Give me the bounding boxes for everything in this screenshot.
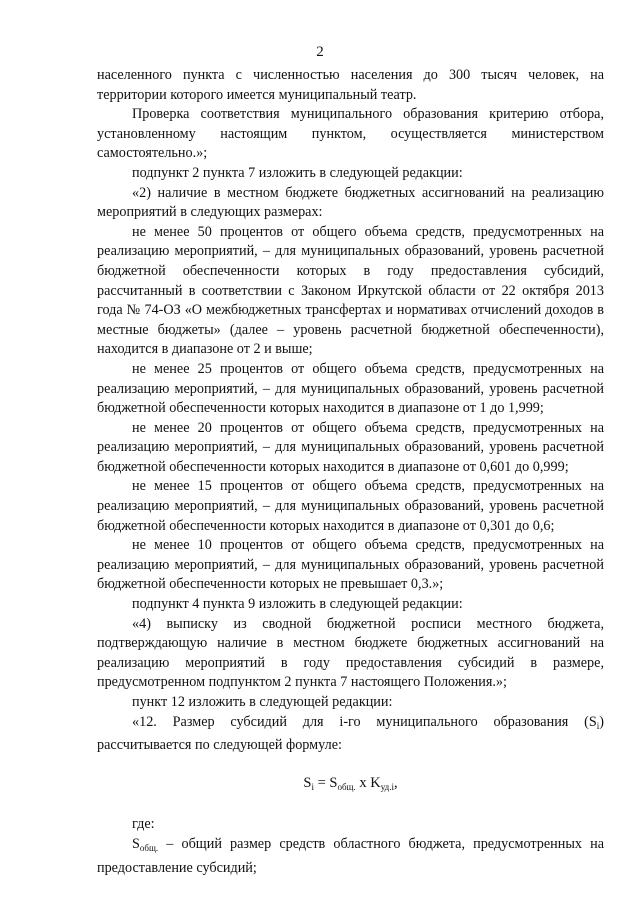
formula-mid-sub: общ.	[337, 781, 356, 792]
paragraph: не менее 25 процентов от общего объема средств, предусмотренных на реализацию мероприятий, – для муниципальных образований, уровень расчетной бюджетной обеспеченности которых находится в диапазоне от 1 до 1,999;	[97, 360, 604, 417]
paragraph: населенного пункта с численностью населения до 300 тысяч человек, на территории которого имеется муниципальный театр.	[97, 67, 604, 103]
item-12-text-before: «12. Размер субсидий для i-го муниципального образования (S	[132, 713, 597, 730]
paragraph: подпункт 4 пункта 9 изложить в следующей редакции:	[132, 596, 463, 613]
paragraph: не менее 10 процентов от общего объема средств, предусмотренных на реализацию мероприятий, – для муниципальных образований, уровень расчетной бюджетной обеспеченности которых не превышает 0,3.»;	[97, 537, 604, 593]
formula-end: ,	[393, 774, 398, 791]
formula-rhs-sub: уд.i	[380, 781, 394, 792]
paragraph: не менее 20 процентов от общего объема средств, предусмотренных на реализацию мероприятий, – для муниципальных образований, уровень расчетной бюджетной обеспеченности которых находится в диапазоне от 0,601 до 0,999;	[97, 419, 604, 475]
formula-times: x K	[355, 774, 381, 791]
formula-lhs: S	[303, 774, 312, 791]
document-body	[97, 66, 604, 878]
paragraph: Проверка соответствия муниципального образования критерию отбора, установленному настоящим пунктом, осуществляется министерством самостоятельно.»;	[97, 106, 604, 162]
definition-text: – общий размер средств областного бюджета, предусмотренных на предоставление субсидий;	[97, 835, 604, 876]
item-12-paragraph	[97, 713, 604, 756]
paragraph: «4) выписку из сводной бюджетной росписи местного бюджета, подтверждающую наличие в местном бюджете бюджетных ассигнований на реализацию мероприятий в году предоставления субсидий в размере, предусмотренном подпунктом 2 пункта 7 настоящего Положения.»;	[97, 615, 604, 691]
formula-eq: = S	[313, 774, 338, 791]
paragraph: «2) наличие в местном бюджете бюджетных ассигнований на реализацию мероприятий в следующих размерах:	[97, 184, 604, 221]
paragraph: не менее 50 процентов от общего объема средств, предусмотренных на реализацию мероприятий, – для муниципальных образований, уровень расчетной бюджетной обеспеченности которых в году предоставления субсидий, рассчитанный в соответствии с Законом Иркутской области от 22 октября 2013 года № 74-ОЗ «О межбюджетных трансфертах и нормативах отчислений доходов в местные бюджеты» (далее – уровень расчетной бюджетной обеспеченности), находится в диапазоне от 2 и выше;	[97, 223, 604, 358]
paragraph: подпункт 2 пункта 7 изложить в следующей редакции:	[132, 164, 463, 181]
item-12-text-after: ) рассчитывается по следующей формуле:	[97, 713, 604, 754]
item-12-subscript: i	[596, 720, 600, 731]
definition-symbol-sub: общ.	[139, 842, 159, 853]
paragraph: пункт 12 изложить в следующей редакции:	[132, 694, 393, 710]
where-label: где:	[132, 816, 155, 833]
formula-lhs-sub: i	[311, 781, 314, 792]
definition-paragraph	[97, 835, 604, 878]
paragraph: не менее 15 процентов от общего объема средств, предусмотренных на реализацию мероприятий, – для муниципальных образований, уровень расчетной бюджетной обеспеченности которых находится в диапазоне от 0,301 до 0,6;	[97, 478, 604, 534]
page-number: 2	[316, 44, 324, 60]
definition-symbol: S	[132, 835, 140, 852]
formula	[97, 774, 604, 798]
